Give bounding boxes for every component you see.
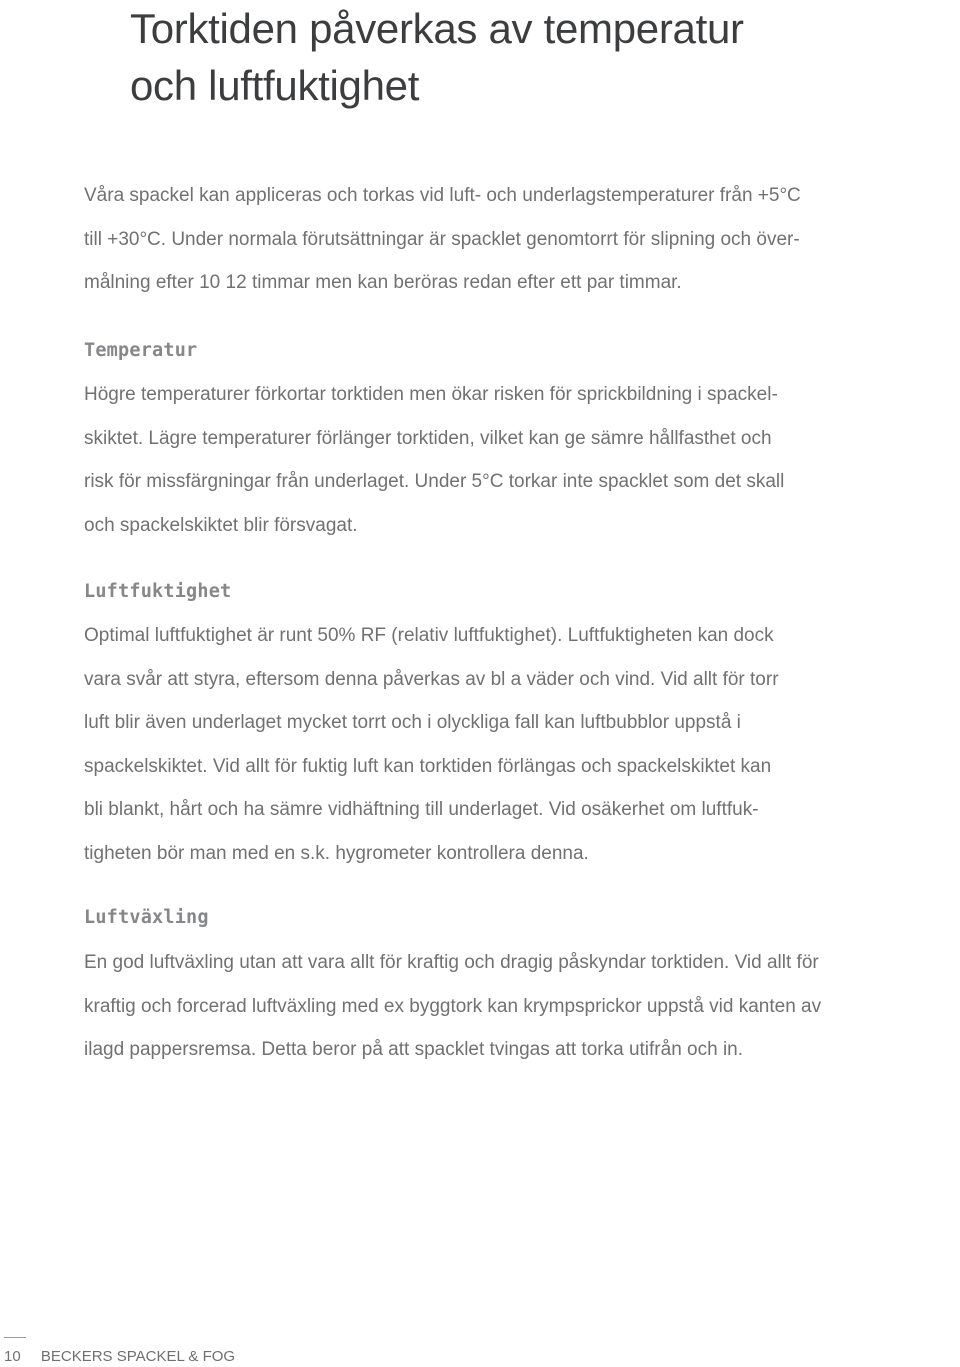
text-line: till +30°C. Under normala förutsättningar är spacklet genomtorrt för slipning och över- [84,228,800,250]
section-heading-temperatur: Temperatur [84,340,198,361]
text-line: kraftig och forcerad luftväxling med ex byggtork kan krympsprickor uppstå vid kanten av [84,995,822,1017]
intro-paragraph [84,174,801,305]
text-line: En god luftväxling utan att vara allt för kraftig och dragig påskyndar torktiden. Vid allt för [84,952,819,973]
text-line: Våra spackel kan appliceras och torkas vid luft- och underlagstemperaturer från +5°C [84,185,801,206]
text-line: spackelskiktet. Vid allt för fuktig luft kan torktiden förlängas och spackelskiktet kan [84,755,772,777]
page-title-line: och luftfuktighet [130,62,420,109]
text-line: skiktet. Lägre temperaturer förlänger torktiden, vilket kan ge sämre hållfasthet och [84,427,772,449]
text-line: Optimal luftfuktighet är runt 50% RF (relativ luftfuktighet). Luftfuktigheten kan dock [84,625,774,646]
temperatur-paragraph [84,373,784,547]
text-line: ilagd pappersremsa. Detta beror på att spacklet tvingas att torka utifrån och in. [84,1039,744,1060]
page-title [130,0,930,114]
section-heading-luftvaxling: Luftväxling [84,907,209,928]
text-line: tigheten bör man med en s.k. hygrometer kontrollera denna. [84,842,589,864]
section-heading-luftfuktighet: Luftfuktighet [84,581,232,602]
text-line: luft blir även underlaget mycket torrt och i olyckliga fall kan luftbubblor uppstå i [84,712,741,733]
luftfuktighet-paragraph [84,614,779,875]
footer-rule [4,1337,26,1338]
page-footer [4,1347,235,1367]
text-line: målning efter 10 12 timmar men kan beröras redan efter ett par timmar. [84,272,682,293]
text-line: bli blankt, hårt och ha sämre vidhäftning till underlaget. Vid osäkerhet om luftfuk- [84,799,759,820]
text-line: Högre temperaturer förkortar torktiden men ökar risken för sprickbildning i spackel- [84,384,778,405]
publication-name: BECKERS SPACKEL & FOG [40,1348,236,1365]
text-line: och spackelskiktet blir försvagat. [84,514,358,536]
page-title-line: Torktiden påverkas av temperatur [130,5,744,52]
text-line: risk för missfärgningar från underlaget. Under 5°C torkar inte spacklet som det skall [84,471,785,492]
page-number: 10 [4,1348,21,1365]
text-line: vara svår att styra, eftersom denna påverkas av bl a väder och vind. Vid allt för torr [84,668,779,690]
luftvaxling-paragraph [84,941,821,1072]
